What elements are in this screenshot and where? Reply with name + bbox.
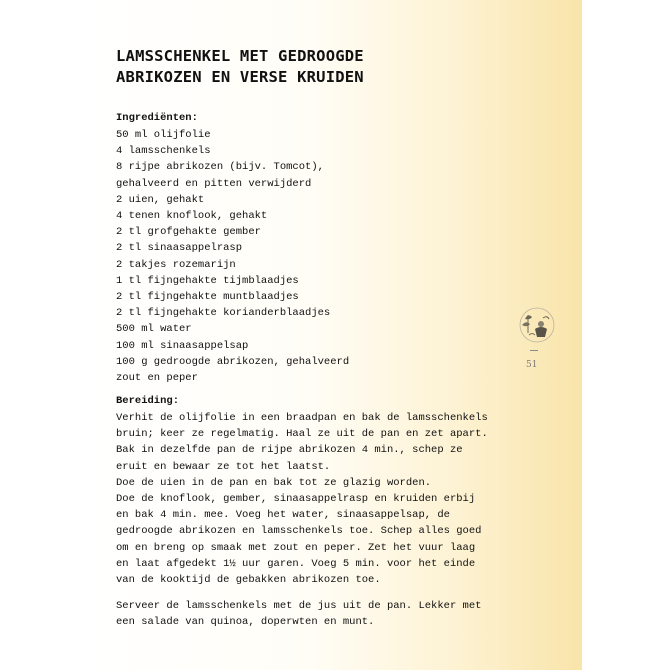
recipe-title-line: LAMSSCHENKEL MET GEDROOGDE [116, 47, 364, 65]
ingredients-list [116, 127, 349, 386]
recipe-title-line: ABRIKOZEN EN VERSE KRUIDEN [116, 68, 364, 86]
page-number: 51 [526, 360, 538, 370]
ingredient-item: 8 rijpe abrikozen (bijv. Tomcot), [116, 161, 324, 174]
preparation-line: Bak in dezelfde pan de rijpe abrikozen 4 min., schep ze [116, 444, 463, 457]
ingredient-item: 4 lamsschenkels [116, 145, 211, 158]
ingredient-item: 2 takjes rozemarijn [116, 258, 236, 271]
preparation-line: Doe de uien in de pan en bak tot ze glazig worden. [116, 476, 432, 489]
serving-line: Serveer de lamsschenkels met de jus uit de pan. Lekker met [116, 600, 482, 612]
serving-text [116, 598, 481, 630]
preparation-line: eruit en bewaar ze tot het laatst. [116, 460, 331, 473]
ingredient-item: 1 tl fijngehakte tijmblaadjes [116, 274, 299, 287]
ingredient-item: 2 tl fijngehakte muntblaadjes [116, 291, 299, 304]
herb-pot-emblem-icon [513, 305, 559, 345]
ingredient-item: zout en peper [116, 372, 198, 385]
preparation-line: gedroogde abrikozen en lamsschenkels toe. Schep alles goed [116, 525, 482, 538]
preparation-line: en laat afgedekt 1½ uur garen. Voeg 5 min. voor het einde [116, 557, 476, 570]
preparation-line: om en breng op smaak met zout en peper. Zet het vuur laag [116, 541, 476, 554]
ingredient-item: 50 ml olijfolie [116, 129, 211, 141]
preparation-line: Doe de knoflook, gember, sinaasappelrasp en kruiden erbij [116, 493, 476, 506]
ingredient-item: 2 uien, gehakt [116, 193, 205, 206]
page-number-dash [530, 350, 538, 351]
preparation-line: van de kooktijd de gebakken abrikozen toe. [116, 574, 381, 587]
preparation-line: bruin; keer ze regelmatig. Haal ze uit de pan en zet apart. [116, 428, 488, 441]
preparation-line: en bak 4 min. mee. Voeg het water, sinaasappelsap, de [116, 509, 450, 522]
ingredients-heading: Ingrediënten: [116, 112, 198, 124]
ingredient-item: 100 g gedroogde abrikozen, gehalveerd [116, 355, 350, 368]
ingredient-item: 4 tenen knoflook, gehakt [116, 210, 268, 223]
recipe-page [88, 0, 582, 670]
recipe-title [116, 46, 364, 88]
serving-line: een salade van quinoa, doperwten en munt. [116, 616, 375, 629]
ingredient-item: 2 tl sinaasappelrasp [116, 242, 243, 255]
ingredient-item: 2 tl fijngehakte korianderblaadjes [116, 307, 331, 320]
preparation-text [116, 410, 488, 588]
ingredient-item: 500 ml water [116, 323, 192, 336]
preparation-line: Verhit de olijfolie in een braadpan en bak de lamsschenkels [116, 412, 488, 424]
ingredient-item: 100 ml sinaasappelsap [116, 339, 249, 352]
ingredient-item: 2 tl grofgehakte gember [116, 226, 261, 239]
preparation-heading: Bereiding: [116, 395, 180, 407]
ingredient-item: gehalveerd en pitten verwijderd [116, 177, 312, 190]
